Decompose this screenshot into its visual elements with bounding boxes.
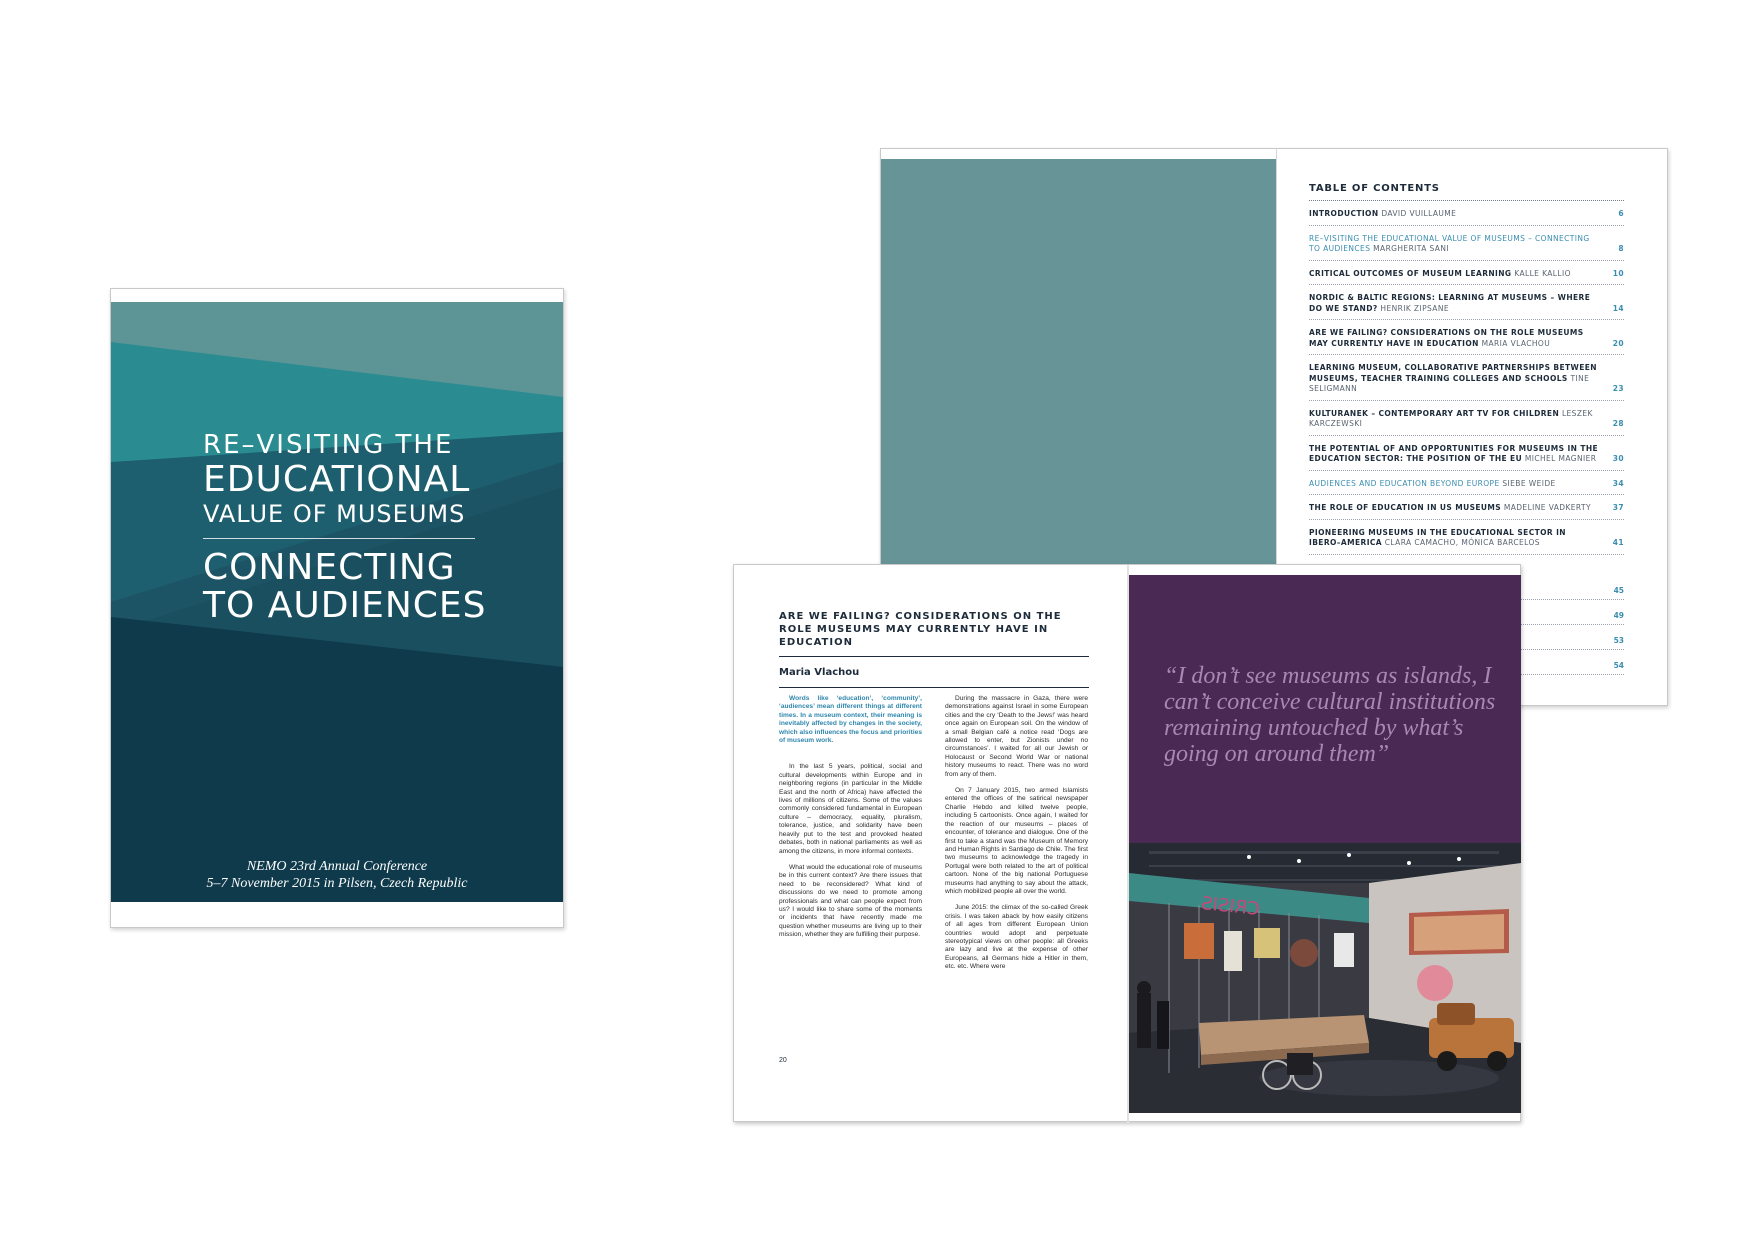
toc-page-number: 41 bbox=[1612, 538, 1624, 547]
toc-page-number: 10 bbox=[1612, 268, 1624, 278]
toc-page-number: 23 bbox=[1612, 384, 1624, 393]
cover-conference-date: 5–7 November 2015 in Pilsen, Czech Republic bbox=[206, 876, 468, 891]
article-body bbox=[779, 695, 1089, 1015]
toc-entry-title: KULTURANEK – CONTEMPORARY ART TV FOR CHILDREN bbox=[1309, 408, 1560, 418]
toc-entry-author: MICHEL MAGNIER bbox=[1524, 454, 1597, 463]
article-column-1 bbox=[779, 695, 922, 948]
toc-page-number: 45 bbox=[1613, 586, 1624, 595]
toc-entry-title: THE ROLE OF EDUCATION IN US MUSEUMS bbox=[1309, 503, 1502, 512]
toc-entry bbox=[1309, 355, 1624, 401]
toc-entry bbox=[1309, 201, 1624, 226]
cover-title-line: VALUE OF MUSEUMS bbox=[203, 500, 466, 528]
article-paragraph: On 7 January 2015, two armed Islamists entered the offices of the satirical newspaper Charlie Hebdo and killed twelve people, including 5 cartoonists. Once again, I waited for the reaction of our museums – places of encounter, of tolerance and dialogue. One of the first to take a stand was the Museum of Memory and Human Rights in Santiago de Chile. The first two museums to acknowledge the tragedy in Portugal were both related to the art of political cartoon. None of the big national Portuguese museums had anything to say about the attack, which mobilized people all over the world. bbox=[945, 787, 1088, 895]
cover-conference-info bbox=[111, 858, 563, 892]
toc-entry-author: CLARA CAMACHO, MÓNICA BARCELOS bbox=[1384, 538, 1540, 547]
toc-entry-title: LEARNING MUSEUM, COLLABORATIVE PARTNERSHIPS BETWEEN MUSEUMS, TEACHER TRAINING COLLEGES AND SCHOOLS bbox=[1309, 363, 1597, 383]
toc-entry bbox=[1309, 495, 1624, 520]
toc-entry bbox=[1309, 436, 1624, 471]
toc-entry-title: ARE WE FAILING? CONSIDERATIONS ON THE ROLE MUSEUMS MAY CURRENTLY HAVE IN EDUCATION bbox=[1309, 328, 1584, 348]
article-lead-paragraph: Words like ‘education’, ‘community’, ‘audiences’ mean different things at different times. In a museum context, their meaning is inevitably affected by changes in the society, which also influences the focus and priorities of museum work. bbox=[779, 695, 922, 745]
toc-entry-author: HENRIK ZIPSANE bbox=[1380, 303, 1449, 313]
toc-entry-title: RE–VISITING THE EDUCATIONAL VALUE OF MUSEUMS – CONNECTING TO AUDIENCES bbox=[1309, 233, 1590, 253]
toc-heading: TABLE OF CONTENTS bbox=[1309, 183, 1624, 201]
cover-title-line: EDUCATIONAL bbox=[203, 459, 471, 500]
toc-entry-author: LESZEK KARCZEWSKI bbox=[1309, 408, 1593, 428]
article-title: ARE WE FAILING? CONSIDERATIONS ON THE ROLE MUSEUMS MAY CURRENTLY HAVE IN EDUCATION bbox=[779, 610, 1089, 657]
page-number: 20 bbox=[779, 1057, 787, 1064]
toc-page-number: 8 bbox=[1618, 244, 1624, 253]
toc-entry-author: DAVID VUILLAUME bbox=[1381, 209, 1457, 218]
table-of-contents bbox=[1309, 183, 1624, 555]
toc-entry-author: SIEBE WEIDE bbox=[1502, 478, 1556, 488]
toc-entry bbox=[1309, 261, 1624, 286]
toc-page-number: 54 bbox=[1613, 661, 1624, 670]
toc-page-number: 14 bbox=[1612, 303, 1624, 313]
toc-entry-title: PIONEERING MUSEUMS IN THE EDUCATIONAL SECTOR IN IBERO–AMERICA bbox=[1309, 527, 1566, 547]
toc-list bbox=[1309, 201, 1624, 555]
toc-entry-author: TINE SELIGMANN bbox=[1309, 373, 1590, 393]
article-paragraph: What would the educational role of museums be in this current context? Are there issues that need to be reconsidered? What kind of discussions do we need to promote among professionals and what can people expect from us? I would like to share some of the moments or incidents that have recently made me question whether museums are living up to their mission, whether they are fulfilling their purpose. bbox=[779, 863, 922, 939]
toc-entry bbox=[1309, 285, 1624, 320]
article-spread bbox=[733, 564, 1521, 1122]
toc-entry-author: MARGHERITA SANI bbox=[1373, 244, 1449, 253]
quote-panel bbox=[1129, 575, 1521, 843]
toc-entry-author: MARIA VLACHOU bbox=[1481, 338, 1551, 348]
toc-page-number: 53 bbox=[1613, 636, 1624, 645]
toc-page-number: 34 bbox=[1612, 478, 1624, 488]
toc-page-number: 30 bbox=[1612, 454, 1624, 463]
author-divider bbox=[779, 687, 1089, 688]
article-header bbox=[779, 610, 1089, 688]
toc-entry bbox=[1309, 226, 1624, 261]
article-paragraph: In the last 5 years, political, social and cultural developments within Europe and in neighboring regions (in particular in the Middle East and the north of Africa) have affected the lives of millions of citizens. Some of the values commonly considered fundamental in European culture – democracy, equality, pluralism, tolerance, justice, and solidarity have been heavily put to the test and provoked heated debates, both in national parliaments as well as among the citizens, in more informal contexts. bbox=[779, 763, 922, 855]
toc-page-number: 49 bbox=[1613, 611, 1624, 620]
cover-conference-name: NEMO 23rd Annual Conference bbox=[246, 859, 428, 874]
brochure-cover bbox=[110, 288, 564, 928]
article-column-2 bbox=[945, 695, 1088, 980]
cover-title-block bbox=[203, 430, 493, 625]
toc-page-number: 28 bbox=[1612, 419, 1624, 428]
cover-subtitle-line: CONNECTING bbox=[203, 547, 456, 588]
toc-entry bbox=[1309, 320, 1624, 355]
toc-page-number: 37 bbox=[1612, 503, 1624, 512]
toc-entry-title: THE POTENTIAL OF AND OPPORTUNITIES FOR MUSEUMS IN THE EDUCATION SECTOR: THE POSITION OF THE EU bbox=[1309, 443, 1599, 463]
article-paragraph: June 2015: the climax of the so-called Greek crisis. I was taken aback by how easily citizens of all ages from different European Union countries would adopt and perpetuate stereotypical views on other people: all Greeks are lazy and live at the expense of other Europeans, all Germans hide a Hitler in them, etc. etc. Where were bbox=[945, 904, 1088, 971]
cover-title-line: RE–VISITING THE bbox=[203, 430, 454, 460]
cover-title-divider bbox=[203, 538, 475, 539]
cover-artwork bbox=[111, 302, 563, 902]
banner-text: CRISIS bbox=[1200, 892, 1261, 920]
toc-entry bbox=[1309, 401, 1624, 436]
article-author: Maria Vlachou bbox=[779, 667, 860, 678]
toc-entry-title: CRITICAL OUTCOMES OF MUSEUM LEARNING bbox=[1309, 268, 1512, 278]
toc-page-number: 6 bbox=[1618, 209, 1624, 218]
toc-entry bbox=[1309, 471, 1624, 496]
exhibition-photo-illustration bbox=[1129, 843, 1521, 1113]
article-paragraph: During the massacre in Gaza, there were demonstrations against Israel in some European cities and the cry ‘Death to the Jews!’ was heard once again on European soil. On the window of a small Belgian café a notice read ‘Dogs are allowed to enter, but Zionists under no circumstances’. I waited for all our Jewish or Holocaust or Second World War or national history museums to react. There was no word from any of them. bbox=[945, 695, 1088, 778]
pull-quote: “I don’t see museums as islands, I can’t conceive cultural institutions remaining untouched by what’s going on around them” bbox=[1164, 663, 1496, 767]
toc-entry-title: INTRODUCTION bbox=[1309, 209, 1379, 218]
toc-entry-author: MADELINE VADKERTY bbox=[1503, 503, 1591, 512]
exhibition-photo bbox=[1129, 843, 1521, 1113]
toc-page-number: 20 bbox=[1612, 338, 1624, 348]
toc-entry-author: KALLE KALLIO bbox=[1514, 268, 1571, 278]
cover-subtitle-line: TO AUDIENCES bbox=[203, 585, 487, 626]
toc-entry-title: NORDIC & BALTIC REGIONS: LEARNING AT MUSEUMS – WHERE DO WE STAND? bbox=[1309, 293, 1591, 313]
toc-entry bbox=[1309, 520, 1624, 555]
toc-entry-title: AUDIENCES AND EDUCATION BEYOND EUROPE bbox=[1309, 478, 1500, 488]
